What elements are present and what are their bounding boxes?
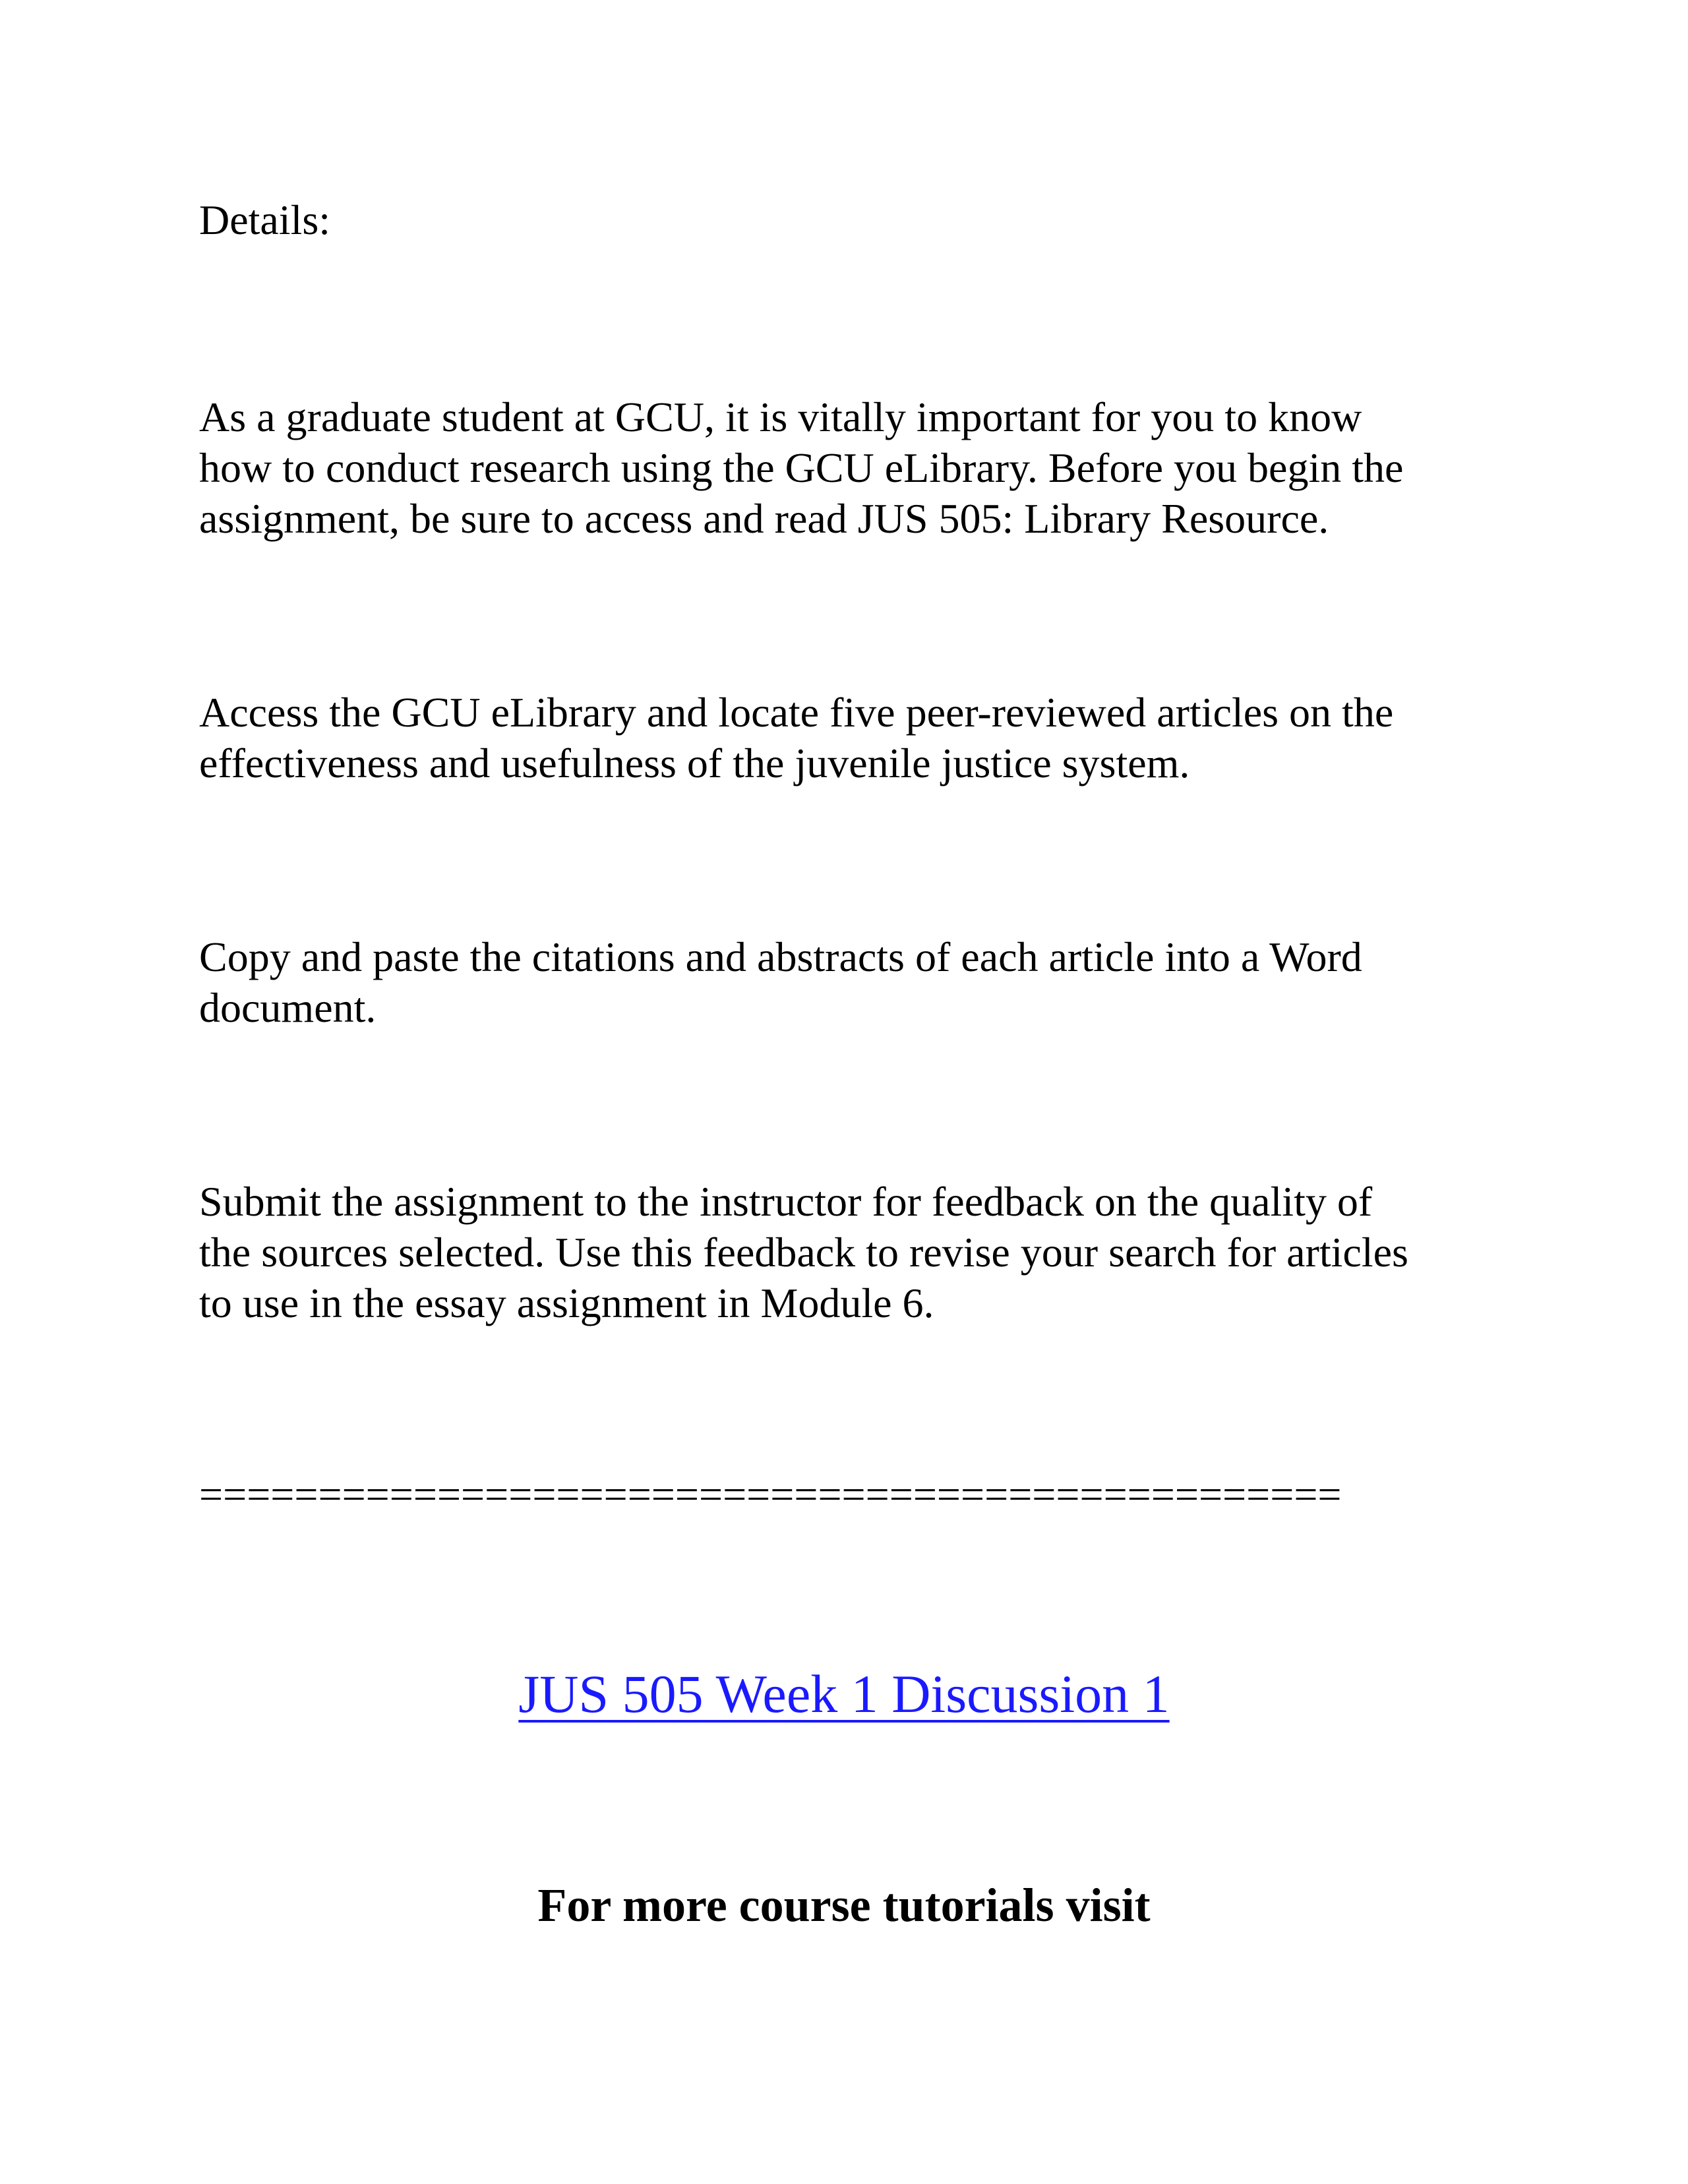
details-heading-text: Details: — [199, 196, 331, 243]
paragraph-line: Submit the assignment to the instructor for feedback on the quality of — [199, 1178, 1373, 1225]
discussion-link-container — [0, 1661, 1688, 1727]
separator-line — [199, 1469, 1531, 1520]
paragraph-line: Copy and paste the citations and abstracts of each article into a Word — [199, 933, 1362, 980]
paragraph-line: Access the GCU eLibrary and locate five peer-reviewed articles on the — [199, 689, 1394, 736]
footer-text: For more course tutorials visit — [537, 1879, 1151, 1932]
paragraph-line: to use in the essay assignment in Module 6. — [199, 1280, 934, 1326]
paragraph-line: document. — [199, 984, 377, 1031]
paragraph-access-elibrary — [199, 687, 1531, 788]
details-heading — [199, 194, 1531, 245]
paragraph-submit — [199, 1176, 1531, 1328]
separator-text: ================================================ — [199, 1471, 1342, 1518]
paragraph-line: the sources selected. Use this feedback to revise your search for articles — [199, 1229, 1408, 1276]
paragraph-line: As a graduate student at GCU, it is vitally important for you to know — [199, 394, 1362, 440]
paragraph-copy-paste — [199, 931, 1531, 1033]
paragraph-line: how to conduct research using the GCU eLibrary. Before you begin the — [199, 444, 1404, 491]
paragraph-line: assignment, be sure to access and read JUS 505: Library Resource. — [199, 495, 1329, 542]
paragraph-intro — [199, 392, 1531, 544]
discussion-link[interactable]: JUS 505 Week 1 Discussion 1 — [518, 1664, 1170, 1724]
paragraph-line: effectiveness and usefulness of the juvenile justice system. — [199, 740, 1190, 786]
